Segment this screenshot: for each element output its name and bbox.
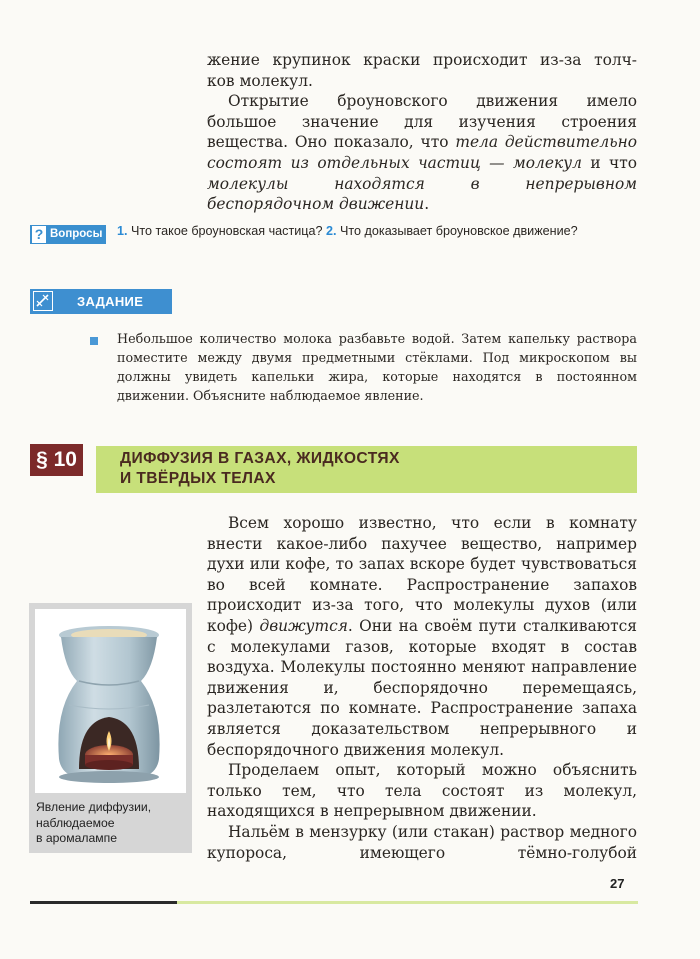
- figure-aroma-lamp: [29, 603, 192, 853]
- body-text-block: [207, 513, 637, 863]
- footer-rule-dark: [30, 901, 177, 904]
- questions-badge: [30, 225, 106, 244]
- section-title: ДИФФУЗИЯ В ГАЗАХ, ЖИДКОСТЯХ И ТВЁРДЫХ ТЕЛАХ: [120, 450, 400, 487]
- aroma-lamp-image: [35, 609, 186, 793]
- figure-caption: Явление диффузии, наблюдаемое в аромалампе: [36, 800, 152, 845]
- brownian-significance-paragraph: Открытие броуновского движения имело большое значение для изучения строения вещества. Оно показало, что тела действительно состоят из отдельных частиц — молекул и что молекулы находятся в непрерывном беспорядочном движении.: [207, 92, 638, 214]
- questions-text: [117, 223, 637, 240]
- task-pencil-icon: [33, 291, 53, 311]
- paragraph-continuation-end: ков молекул.: [207, 71, 313, 90]
- bullet-square-icon: [90, 337, 98, 345]
- question-text: Что доказывает броуновское движение?: [336, 224, 578, 238]
- question-number: 2.: [326, 224, 337, 238]
- task-text: Небольшое количество молока разбавьте водой. Затем капельку раствора поместите между двумя предметными стёклами. Под микроскопом вы должны увидеть капельки жира, которые находятся в постоянном движении. Объясните наблюдаемое явление.: [117, 331, 637, 403]
- copper-sulfate-paragraph: Нальём в мензурку (или стакан) раствор медного купороса, имеющего тёмно-голубой: [207, 822, 637, 862]
- emphasis-text: молекулы находятся в непрерывном беспорядочном движении: [207, 174, 637, 214]
- top-paragraph-block: [207, 50, 637, 215]
- experiment-paragraph: Проделаем опыт, который можно объяснить только тем, что тела состоят из молекул, находящихся в непрерывном движении.: [207, 761, 637, 821]
- task-banner: [30, 289, 172, 314]
- task-label: ЗАДАНИЕ: [77, 294, 144, 309]
- paragraph-continuation: жение крупинок краски происходит из-за толч-: [207, 51, 637, 69]
- question-text: Что такое броуновская частица?: [127, 224, 327, 238]
- emphasis-text: движутся: [259, 616, 348, 635]
- diffusion-paragraph: Всем хорошо известно, что если в комнату внести какое-либо пахучее вещество, например духи или кофе, то запах вскоре будет чувствоваться во всей комнате. Распространение запахов происходит из-за того, что молекулы духов (или кофе) движутся. Они на своём пути сталкиваются с молекулами газов, которые входят в состав воздуха. Молекулы постоянно меняют направление движения и, беспорядочно перемещаясь, разлетаются по комнате. Распространение запаха является доказательством непрерывного и беспорядочного движения молекул.: [207, 514, 638, 759]
- section-number: § 10: [30, 444, 83, 476]
- page-number: 27: [610, 876, 625, 891]
- footer-rule-light: [177, 901, 638, 904]
- emphasis-text: тела действительно состоят из отдельных частиц — молекул: [207, 133, 638, 172]
- questions-label: Вопросы: [50, 228, 103, 240]
- question-mark-icon: ?: [32, 226, 46, 243]
- question-number: 1.: [117, 224, 128, 238]
